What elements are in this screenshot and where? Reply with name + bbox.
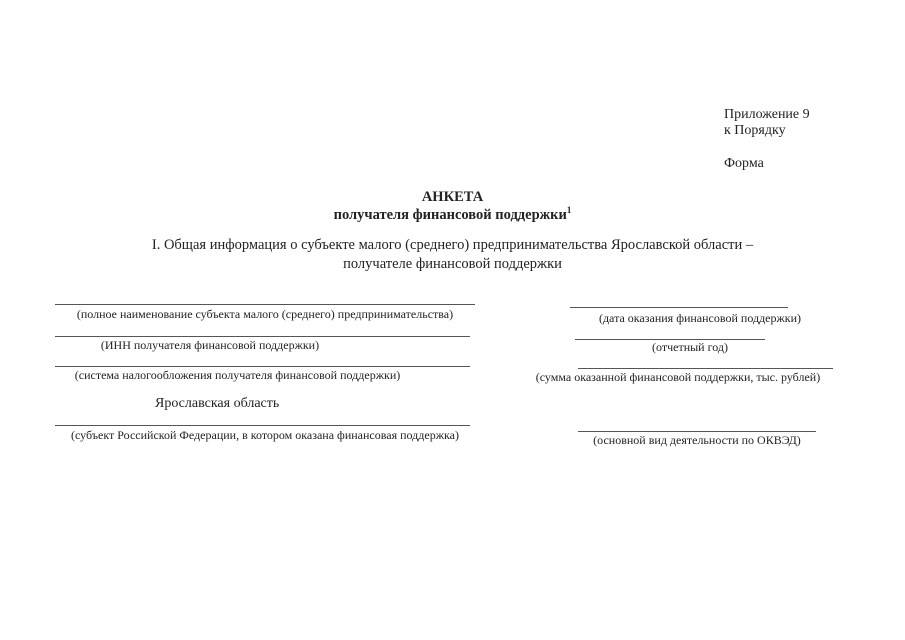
support-amount-caption: (сумма оказанной финансовой поддержки, тыс. рублей) bbox=[535, 370, 821, 384]
tax-system-line[interactable] bbox=[55, 366, 470, 367]
document-subtitle-text: получателя финансовой поддержки bbox=[333, 206, 567, 223]
order-label: к Порядку bbox=[724, 123, 786, 138]
okved-caption: (основной вид деятельности по ОКВЭД) bbox=[593, 433, 801, 447]
region-caption: (субъект Российской Федерации, в котором оказана финансовая поддержка) bbox=[71, 428, 459, 442]
support-amount-line[interactable] bbox=[578, 368, 833, 369]
appendix-label: Приложение 9 bbox=[724, 107, 810, 122]
region-line[interactable] bbox=[55, 425, 470, 426]
okved-line[interactable] bbox=[578, 431, 816, 432]
support-date-line[interactable] bbox=[570, 307, 788, 308]
section-heading-line1: I. Общая информация о субъекте малого (среднего) предпринимательства Ярославской области – bbox=[151, 237, 754, 253]
report-year-caption: (отчетный год) bbox=[652, 340, 728, 354]
full-name-caption: (полное наименование субъекта малого (среднего) предпринимательства) bbox=[76, 307, 454, 321]
inn-line[interactable] bbox=[55, 336, 470, 337]
footnote-mark: 1 bbox=[566, 205, 572, 215]
support-date-caption: (дата оказания финансовой поддержки) bbox=[598, 311, 802, 325]
inn-caption: (ИНН получателя финансовой поддержки) bbox=[100, 338, 320, 352]
full-name-line[interactable] bbox=[55, 304, 475, 305]
tax-system-caption: (система налогообложения получателя финансовой поддержки) bbox=[74, 368, 401, 382]
document-subtitle bbox=[0, 205, 905, 224]
region-value: Ярославская область bbox=[155, 396, 280, 411]
section-heading-line2: получателе финансовой поддержки bbox=[343, 256, 562, 272]
form-label: Форма bbox=[724, 156, 764, 171]
document-title: АНКЕТА bbox=[421, 189, 484, 205]
